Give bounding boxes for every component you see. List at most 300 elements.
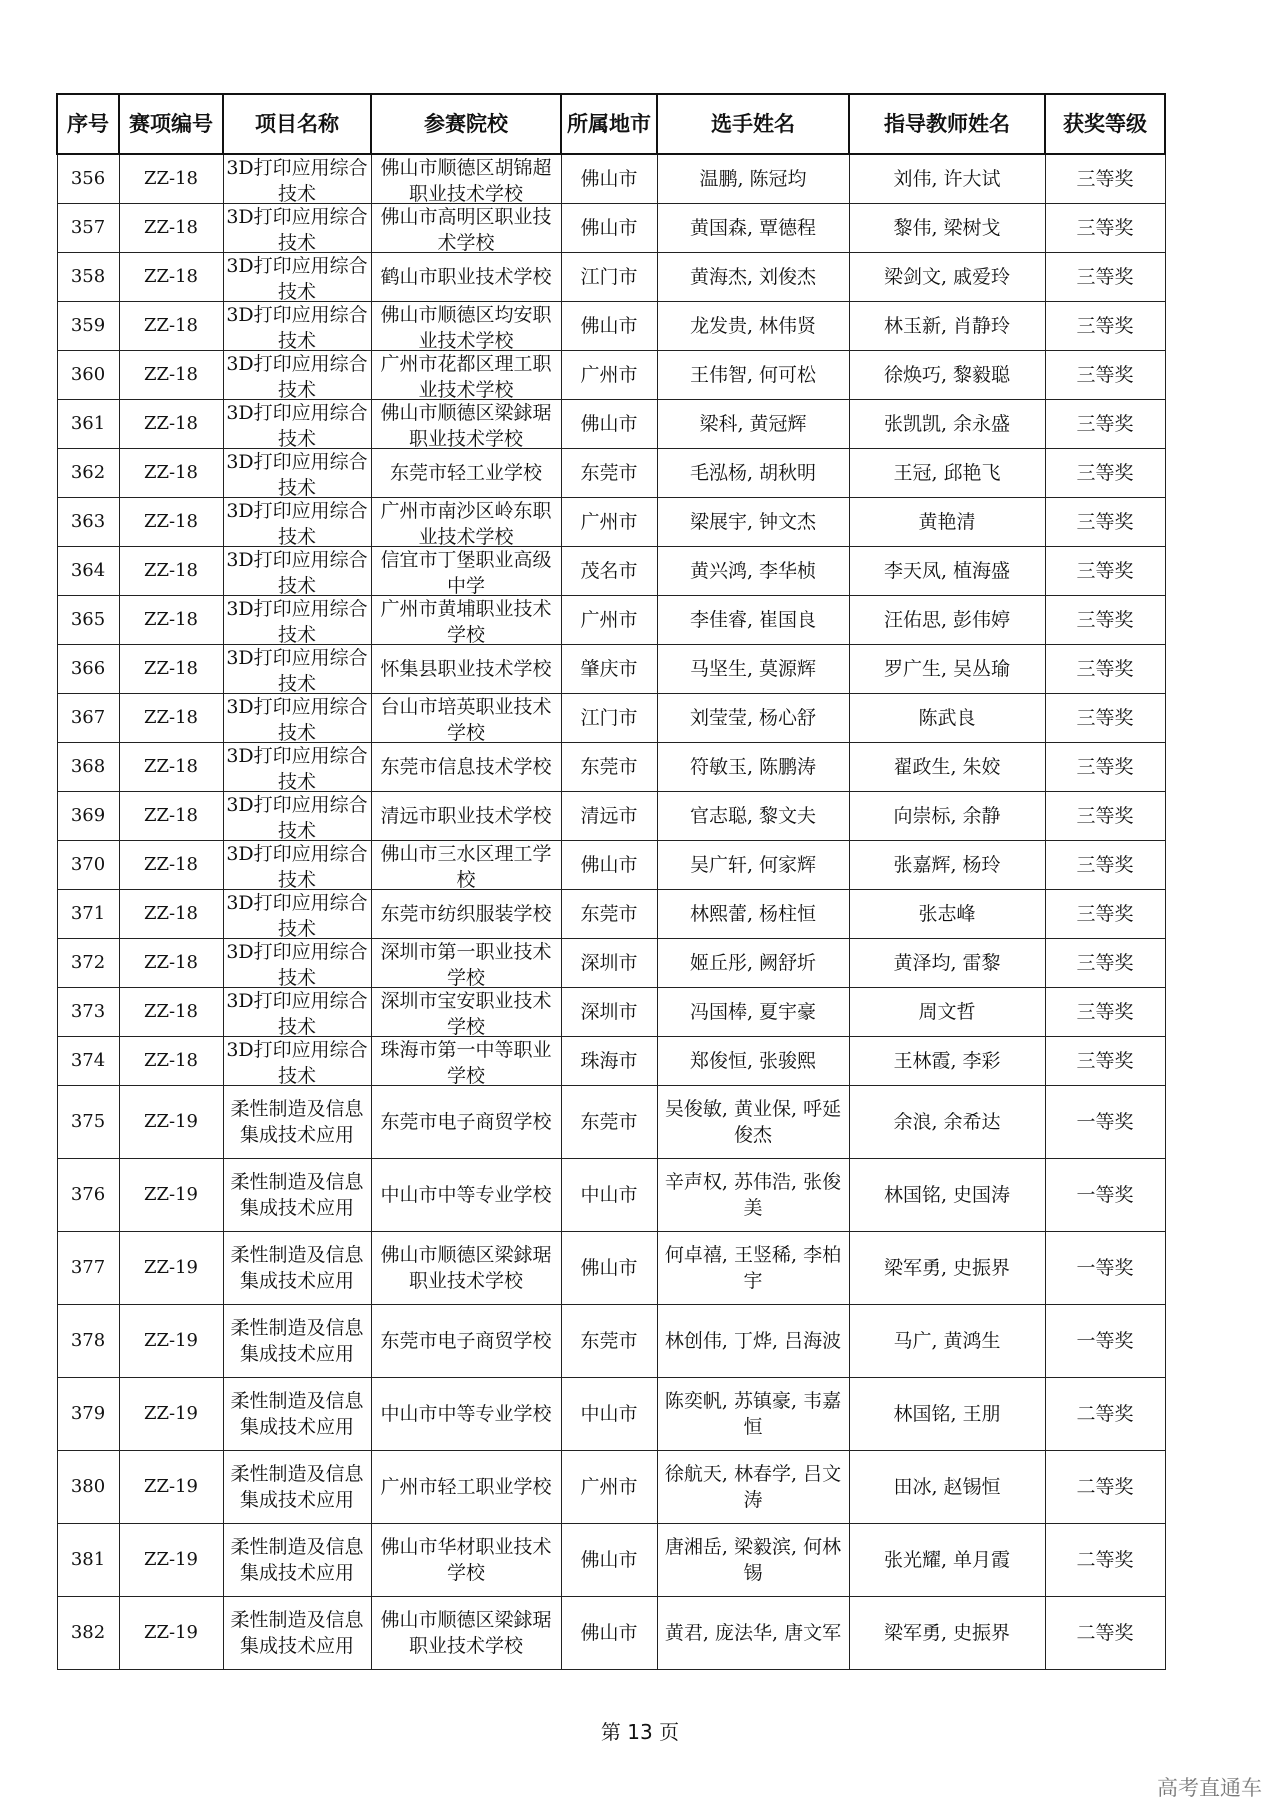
table-row <box>57 841 1165 890</box>
cell-students <box>657 743 849 792</box>
cell-award <box>1045 1378 1165 1451</box>
cell-code <box>119 1232 223 1305</box>
table-row <box>57 1378 1165 1451</box>
cell-teachers <box>849 1597 1045 1670</box>
cell-teachers-text: 王林霞, 李彩 <box>893 1050 1001 1072</box>
cell-award-text: 一等奖 <box>1076 1111 1134 1133</box>
cell-project-text: 柔性制造及信息集成技术应用 <box>230 1536 364 1584</box>
cell-students <box>657 547 849 596</box>
page-number: 第 13 页 <box>600 1720 680 1744</box>
cell-city <box>561 645 657 694</box>
table-row <box>57 1597 1165 1670</box>
cell-students <box>657 400 849 449</box>
cell-teachers <box>849 449 1045 498</box>
cell-teachers-text: 马广, 黄鸿生 <box>893 1330 1001 1352</box>
cell-teachers-text: 周文哲 <box>918 1001 976 1023</box>
table-header-row <box>57 94 1165 154</box>
cell-award-text: 三等奖 <box>1076 854 1134 876</box>
cell-students-text: 吴广轩, 何家辉 <box>689 854 817 876</box>
table-row <box>57 547 1165 596</box>
cell-project <box>223 743 371 792</box>
cell-city-text: 广州市 <box>580 609 638 631</box>
cell-code <box>119 400 223 449</box>
cell-project-text: 3D打印应用综合技术 <box>226 892 368 938</box>
cell-students <box>657 1597 849 1670</box>
table-row <box>57 890 1165 939</box>
cell-teachers-text: 向崇标, 余静 <box>893 805 1001 827</box>
cell-school <box>371 351 561 400</box>
cell-school-text: 佛山市高明区职业技术学校 <box>380 206 552 252</box>
cell-school <box>371 1232 561 1305</box>
cell-project-text: 柔性制造及信息集成技术应用 <box>230 1098 364 1146</box>
cell-teachers-text: 黄泽均, 雷黎 <box>893 952 1001 974</box>
cell-city-text: 肇庆市 <box>580 658 638 680</box>
cell-project-text: 3D打印应用综合技术 <box>226 157 368 203</box>
cell-students-text: 龙发贵, 林伟贤 <box>689 315 817 337</box>
cell-award-text: 三等奖 <box>1076 266 1134 288</box>
cell-project <box>223 988 371 1037</box>
cell-school-text: 东莞市轻工业学校 <box>389 462 542 484</box>
cell-project <box>223 547 371 596</box>
cell-code-text: ZZ-18 <box>144 1050 198 1071</box>
cell-num-text: 359 <box>70 315 106 336</box>
cell-school-text: 广州市花都区理工职业技术学校 <box>380 353 552 399</box>
cell-school-text: 怀集县职业技术学校 <box>380 658 552 680</box>
cell-num-text: 368 <box>70 756 106 777</box>
cell-project-text: 3D打印应用综合技术 <box>226 1039 368 1085</box>
cell-city <box>561 694 657 743</box>
cell-num-text: 377 <box>70 1257 106 1278</box>
header-award: 获奖等级 <box>1045 94 1165 154</box>
cell-city <box>561 1037 657 1086</box>
cell-teachers <box>849 792 1045 841</box>
cell-school <box>371 890 561 939</box>
cell-num-text: 375 <box>70 1111 106 1132</box>
table-row <box>57 792 1165 841</box>
cell-num-text: 381 <box>70 1549 106 1570</box>
cell-num <box>57 1451 119 1524</box>
cell-award-text: 一等奖 <box>1076 1257 1134 1279</box>
cell-city-text: 深圳市 <box>580 1001 638 1023</box>
cell-city <box>561 253 657 302</box>
cell-num-text: 365 <box>70 609 106 630</box>
cell-code-text: ZZ-18 <box>144 658 198 679</box>
cell-school-text: 信宜市丁堡职业高级中学 <box>380 549 552 595</box>
cell-city <box>561 1451 657 1524</box>
cell-project <box>223 154 371 204</box>
cell-code <box>119 1597 223 1670</box>
cell-students-text: 何卓禧, 王竖稀, 李柏宇 <box>664 1244 842 1292</box>
cell-city <box>561 1232 657 1305</box>
cell-code-text: ZZ-19 <box>144 1476 198 1497</box>
cell-teachers <box>849 1086 1045 1159</box>
cell-code <box>119 1305 223 1378</box>
header-students: 选手姓名 <box>657 94 849 154</box>
cell-teachers <box>849 890 1045 939</box>
cell-city-text: 佛山市 <box>580 1549 638 1571</box>
cell-project-text: 3D打印应用综合技术 <box>226 598 368 644</box>
cell-city-text: 佛山市 <box>580 217 638 239</box>
cell-city <box>561 890 657 939</box>
cell-city <box>561 1378 657 1451</box>
cell-code <box>119 1037 223 1086</box>
cell-school <box>371 1524 561 1597</box>
cell-project-text: 3D打印应用综合技术 <box>226 304 368 350</box>
cell-teachers <box>849 1159 1045 1232</box>
table-row <box>57 596 1165 645</box>
cell-code <box>119 1086 223 1159</box>
cell-code-text: ZZ-18 <box>144 903 198 924</box>
cell-award <box>1045 1086 1165 1159</box>
cell-teachers-text: 刘伟, 许大试 <box>893 168 1001 190</box>
cell-num <box>57 400 119 449</box>
cell-code-text: ZZ-18 <box>144 707 198 728</box>
cell-award-text: 三等奖 <box>1076 903 1134 925</box>
cell-city <box>561 1597 657 1670</box>
cell-code-text: ZZ-18 <box>144 952 198 973</box>
cell-award-text: 三等奖 <box>1076 707 1134 729</box>
cell-project <box>223 204 371 253</box>
cell-award <box>1045 204 1165 253</box>
cell-teachers <box>849 498 1045 547</box>
cell-award-text: 二等奖 <box>1076 1476 1134 1498</box>
cell-teachers-text: 张凯凯, 余永盛 <box>883 413 1011 435</box>
cell-num <box>57 498 119 547</box>
cell-students <box>657 154 849 204</box>
cell-project-text: 柔性制造及信息集成技术应用 <box>230 1463 364 1511</box>
cell-students-text: 黄海杰, 刘俊杰 <box>689 266 817 288</box>
cell-school <box>371 204 561 253</box>
cell-num-text: 371 <box>70 903 106 924</box>
cell-award <box>1045 1451 1165 1524</box>
cell-students-text: 冯国棒, 夏宇豪 <box>689 1001 817 1023</box>
cell-num <box>57 1232 119 1305</box>
cell-award <box>1045 939 1165 988</box>
cell-award-text: 一等奖 <box>1076 1184 1134 1206</box>
table-row <box>57 351 1165 400</box>
cell-code-text: ZZ-19 <box>144 1257 198 1278</box>
cell-city-text: 东莞市 <box>580 1111 638 1133</box>
cell-city-text: 佛山市 <box>580 413 638 435</box>
cell-school-text: 深圳市宝安职业技术学校 <box>380 990 552 1036</box>
cell-award <box>1045 596 1165 645</box>
cell-city-text: 佛山市 <box>580 168 638 190</box>
cell-school <box>371 400 561 449</box>
cell-students <box>657 1524 849 1597</box>
header-school: 参赛院校 <box>371 94 561 154</box>
cell-school-text: 深圳市第一职业技术学校 <box>380 941 552 987</box>
cell-num <box>57 302 119 351</box>
cell-code <box>119 939 223 988</box>
cell-teachers-text: 梁军勇, 史振界 <box>883 1257 1011 1279</box>
table-row <box>57 988 1165 1037</box>
cell-school-text: 东莞市信息技术学校 <box>380 756 552 778</box>
cell-num-text: 358 <box>70 266 106 287</box>
cell-award-text: 三等奖 <box>1076 413 1134 435</box>
cell-num <box>57 1086 119 1159</box>
cell-award-text: 二等奖 <box>1076 1549 1134 1571</box>
cell-city-text: 佛山市 <box>580 315 638 337</box>
cell-project-text: 3D打印应用综合技术 <box>226 794 368 840</box>
cell-students-text: 陈奕帆, 苏镇豪, 韦嘉恒 <box>664 1390 842 1438</box>
cell-project <box>223 400 371 449</box>
cell-num-text: 366 <box>70 658 106 679</box>
cell-school <box>371 1597 561 1670</box>
cell-city-text: 珠海市 <box>580 1050 638 1072</box>
cell-students-text: 李佳睿, 崔国良 <box>689 609 817 631</box>
cell-code <box>119 596 223 645</box>
cell-project-text: 3D打印应用综合技术 <box>226 451 368 497</box>
cell-project-text: 3D打印应用综合技术 <box>226 647 368 693</box>
cell-code <box>119 890 223 939</box>
cell-city <box>561 743 657 792</box>
cell-num <box>57 645 119 694</box>
cell-teachers-text: 梁军勇, 史振界 <box>883 1622 1011 1644</box>
cell-teachers <box>849 1232 1045 1305</box>
cell-teachers-text: 梁剑文, 戚爱玲 <box>883 266 1011 288</box>
cell-teachers <box>849 1524 1045 1597</box>
cell-code <box>119 645 223 694</box>
cell-award <box>1045 694 1165 743</box>
cell-num <box>57 204 119 253</box>
cell-school-text: 清远市职业技术学校 <box>380 805 552 827</box>
cell-students <box>657 253 849 302</box>
cell-num-text: 374 <box>70 1050 106 1071</box>
cell-students-text: 王伟智, 何可松 <box>689 364 817 386</box>
cell-teachers <box>849 596 1045 645</box>
cell-code-text: ZZ-19 <box>144 1549 198 1570</box>
cell-teachers <box>849 694 1045 743</box>
cell-code-text: ZZ-18 <box>144 805 198 826</box>
cell-teachers-text: 黄艳清 <box>918 511 976 533</box>
cell-city-text: 深圳市 <box>580 952 638 974</box>
cell-award <box>1045 351 1165 400</box>
cell-award <box>1045 302 1165 351</box>
cell-num <box>57 1597 119 1670</box>
cell-code <box>119 302 223 351</box>
cell-project <box>223 1037 371 1086</box>
cell-project <box>223 645 371 694</box>
cell-project-text: 柔性制造及信息集成技术应用 <box>230 1171 364 1219</box>
cell-project <box>223 596 371 645</box>
table-row <box>57 400 1165 449</box>
cell-code <box>119 792 223 841</box>
cell-teachers-text: 余浪, 余希达 <box>893 1111 1001 1133</box>
cell-code-text: ZZ-18 <box>144 217 198 238</box>
cell-school-text: 佛山市顺德区梁銶琚职业技术学校 <box>380 402 552 448</box>
cell-num-text: 376 <box>70 1184 106 1205</box>
cell-num <box>57 547 119 596</box>
cell-school-text: 佛山市顺德区梁銶琚职业技术学校 <box>380 1609 552 1657</box>
cell-school-text: 中山市中等专业学校 <box>380 1184 552 1206</box>
cell-project-text: 3D打印应用综合技术 <box>226 941 368 987</box>
table-row <box>57 1524 1165 1597</box>
cell-num-text: 356 <box>70 168 106 189</box>
cell-students-text: 刘莹莹, 杨心舒 <box>689 707 817 729</box>
cell-award-text: 三等奖 <box>1076 217 1134 239</box>
cell-project-text: 3D打印应用综合技术 <box>226 745 368 791</box>
cell-num <box>57 1037 119 1086</box>
cell-num-text: 373 <box>70 1001 106 1022</box>
cell-project-text: 3D打印应用综合技术 <box>226 255 368 301</box>
cell-teachers-text: 陈武良 <box>918 707 976 729</box>
cell-city-text: 佛山市 <box>580 1622 638 1644</box>
cell-award-text: 三等奖 <box>1076 364 1134 386</box>
cell-students-text: 毛泓杨, 胡秋明 <box>689 462 817 484</box>
cell-students <box>657 596 849 645</box>
cell-students-text: 符敏玉, 陈鹏涛 <box>689 756 817 778</box>
cell-code <box>119 449 223 498</box>
cell-students <box>657 841 849 890</box>
cell-num-text: 367 <box>70 707 106 728</box>
cell-num <box>57 154 119 204</box>
cell-code <box>119 1378 223 1451</box>
cell-num-text: 382 <box>70 1622 106 1643</box>
cell-award-text: 二等奖 <box>1076 1622 1134 1644</box>
cell-school-text: 佛山市顺德区梁銶琚职业技术学校 <box>380 1244 552 1292</box>
cell-students <box>657 351 849 400</box>
cell-award-text: 三等奖 <box>1076 511 1134 533</box>
table-row <box>57 645 1165 694</box>
cell-school-text: 佛山市华材职业技术学校 <box>380 1536 552 1584</box>
cell-school-text: 佛山市三水区理工学校 <box>380 843 552 889</box>
cell-school-text: 广州市黄埔职业技术学校 <box>380 598 552 644</box>
cell-school-text: 佛山市顺德区均安职业技术学校 <box>380 304 552 350</box>
cell-students <box>657 645 849 694</box>
cell-school <box>371 841 561 890</box>
cell-code-text: ZZ-18 <box>144 1001 198 1022</box>
cell-teachers <box>849 154 1045 204</box>
cell-students-text: 黄君, 庞法华, 唐文军 <box>664 1622 842 1644</box>
cell-project-text: 3D打印应用综合技术 <box>226 402 368 448</box>
cell-school-text: 鹤山市职业技术学校 <box>380 266 552 288</box>
cell-award <box>1045 890 1165 939</box>
cell-city-text: 东莞市 <box>580 462 638 484</box>
cell-school-text: 台山市培英职业技术学校 <box>380 696 552 742</box>
cell-code <box>119 547 223 596</box>
cell-students-text: 马坚生, 莫源辉 <box>689 658 817 680</box>
cell-code-text: ZZ-18 <box>144 609 198 630</box>
cell-teachers-text: 张嘉辉, 杨玲 <box>893 854 1001 876</box>
cell-teachers <box>849 302 1045 351</box>
cell-code-text: ZZ-19 <box>144 1622 198 1643</box>
table-row <box>57 1037 1165 1086</box>
watermark: 高考直通车 <box>1157 1776 1262 1800</box>
cell-teachers-text: 翟政生, 朱姣 <box>893 756 1001 778</box>
cell-award <box>1045 498 1165 547</box>
cell-city-text: 东莞市 <box>580 1330 638 1352</box>
cell-code-text: ZZ-18 <box>144 560 198 581</box>
cell-students-text: 温鹏, 陈冠均 <box>699 168 807 190</box>
cell-project <box>223 841 371 890</box>
cell-school <box>371 1086 561 1159</box>
cell-city <box>561 400 657 449</box>
cell-city-text: 广州市 <box>580 1476 638 1498</box>
cell-award-text: 三等奖 <box>1076 315 1134 337</box>
cell-num-text: 361 <box>70 413 106 434</box>
cell-school <box>371 596 561 645</box>
cell-school <box>371 1378 561 1451</box>
cell-project-text: 柔性制造及信息集成技术应用 <box>230 1317 364 1365</box>
cell-num-text: 378 <box>70 1330 106 1351</box>
cell-teachers <box>849 939 1045 988</box>
cell-students-text: 黄兴鸿, 李华桢 <box>689 560 817 582</box>
cell-code-text: ZZ-18 <box>144 462 198 483</box>
cell-award-text: 三等奖 <box>1076 560 1134 582</box>
cell-teachers <box>849 1378 1045 1451</box>
cell-city-text: 东莞市 <box>580 756 638 778</box>
cell-project-text: 3D打印应用综合技术 <box>226 843 368 889</box>
cell-teachers <box>849 400 1045 449</box>
cell-award <box>1045 988 1165 1037</box>
cell-num <box>57 939 119 988</box>
cell-award <box>1045 154 1165 204</box>
cell-num-text: 360 <box>70 364 106 385</box>
cell-award <box>1045 792 1165 841</box>
cell-students-text: 官志聪, 黎文夫 <box>689 805 817 827</box>
cell-students <box>657 1378 849 1451</box>
cell-num <box>57 841 119 890</box>
cell-project <box>223 1378 371 1451</box>
cell-award <box>1045 1597 1165 1670</box>
cell-code-text: ZZ-19 <box>144 1403 198 1424</box>
cell-teachers <box>849 253 1045 302</box>
cell-city-text: 江门市 <box>580 266 638 288</box>
cell-school <box>371 449 561 498</box>
cell-school-text: 广州市轻工职业学校 <box>380 1476 552 1498</box>
cell-code <box>119 1159 223 1232</box>
cell-code-text: ZZ-19 <box>144 1111 198 1132</box>
cell-teachers <box>849 1305 1045 1378</box>
cell-students <box>657 694 849 743</box>
cell-code <box>119 841 223 890</box>
cell-school-text: 东莞市电子商贸学校 <box>380 1111 552 1133</box>
cell-students-text: 梁科, 黄冠辉 <box>699 413 807 435</box>
cell-city <box>561 1086 657 1159</box>
cell-project <box>223 792 371 841</box>
table-body <box>57 154 1165 1670</box>
cell-school-text: 东莞市纺织服装学校 <box>380 903 552 925</box>
cell-school <box>371 743 561 792</box>
cell-school <box>371 645 561 694</box>
table-row <box>57 1451 1165 1524</box>
cell-code-text: ZZ-19 <box>144 1330 198 1351</box>
cell-teachers <box>849 1037 1045 1086</box>
header-city: 所属地市 <box>561 94 657 154</box>
cell-award <box>1045 253 1165 302</box>
cell-city <box>561 449 657 498</box>
cell-students-text: 郑俊恒, 张骏熙 <box>689 1050 817 1072</box>
cell-students <box>657 1159 849 1232</box>
cell-school <box>371 988 561 1037</box>
cell-code <box>119 204 223 253</box>
cell-school <box>371 498 561 547</box>
cell-award-text: 三等奖 <box>1076 1050 1134 1072</box>
cell-city <box>561 1305 657 1378</box>
cell-school-text: 佛山市顺德区胡锦超职业技术学校 <box>380 157 552 203</box>
cell-project-text: 柔性制造及信息集成技术应用 <box>230 1390 364 1438</box>
cell-school <box>371 154 561 204</box>
cell-code <box>119 1451 223 1524</box>
cell-students <box>657 939 849 988</box>
cell-num <box>57 792 119 841</box>
cell-num <box>57 253 119 302</box>
cell-code <box>119 694 223 743</box>
cell-teachers <box>849 743 1045 792</box>
cell-code-text: ZZ-19 <box>144 1184 198 1205</box>
cell-code-text: ZZ-18 <box>144 364 198 385</box>
cell-school-text: 珠海市第一中等职业学校 <box>380 1039 552 1085</box>
